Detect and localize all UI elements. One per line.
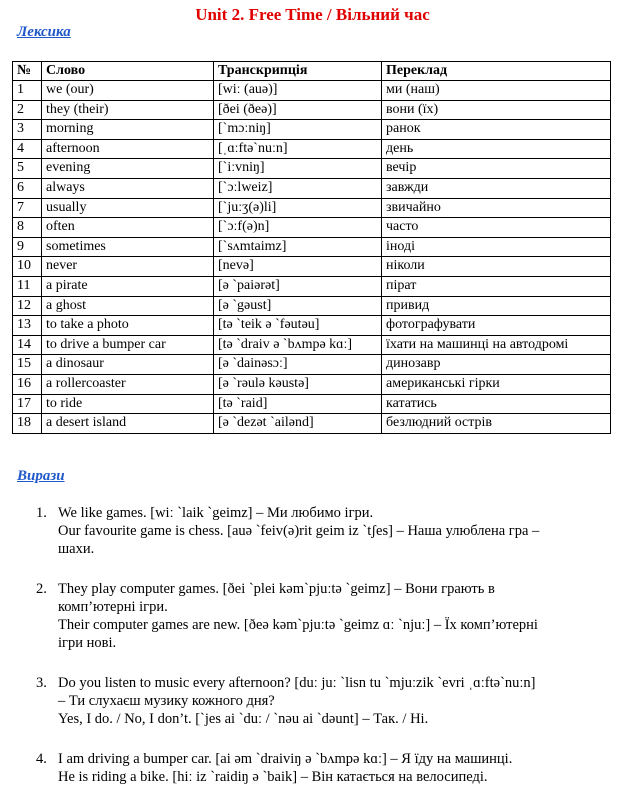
cell-transcription: [`juːʒ(ə)li] [214,198,382,218]
phrase-line: I am driving a bumper car. [ai əm `draiviŋ ə `bʌmpə kɑː] – Я їду на машинці. [58,751,513,767]
cell-number: 17 [13,394,42,414]
cell-translation: вони (їх) [382,100,611,120]
cell-number: 3 [13,120,42,140]
cell-transcription: [ə `paiərət] [214,276,382,296]
column-header-transcription: Транскрипція [214,62,382,81]
cell-word: usually [42,198,214,218]
list-item [36,750,616,786]
phrase-line: комп’ютерні ігри. [58,599,168,615]
list-item-number: 4. [36,751,47,767]
table-row [13,355,611,375]
table-header-row [13,62,611,81]
list-item-number: 1. [36,505,47,521]
cell-transcription: [ə `rəulə kəustə] [214,374,382,394]
cell-number: 13 [13,316,42,336]
cell-translation: ніколи [382,257,611,277]
cell-translation: пірат [382,276,611,296]
cell-word: often [42,218,214,238]
cell-translation: кататись [382,394,611,414]
table-row [13,81,611,101]
cell-translation: їхати на машинці на автодромі [382,335,611,355]
cell-word: morning [42,120,214,140]
list-item-number: 3. [36,675,47,691]
phrase-line: шахи. [58,541,95,557]
cell-word: to take a photo [42,316,214,336]
table-row [13,198,611,218]
cell-number: 11 [13,276,42,296]
list-item-number: 2. [36,581,47,597]
column-header-word: Слово [42,62,214,81]
cell-number: 14 [13,335,42,355]
cell-word: a ghost [42,296,214,316]
cell-number: 12 [13,296,42,316]
cell-translation: безлюдний острів [382,414,611,434]
cell-transcription: [ðei (ðeə)] [214,100,382,120]
cell-translation: день [382,139,611,159]
cell-number: 6 [13,178,42,198]
phrases-list [36,504,616,808]
cell-word: a dinosaur [42,355,214,375]
phrase-line: Yes, I do. / No, I don’t. [`jes ai `duː / `nəu ai `dəunt] – Так. / Ні. [58,711,429,727]
phrase-line: – Ти слухаєш музику кожного дня? [58,693,275,709]
table-row [13,276,611,296]
cell-translation: вечір [382,159,611,179]
cell-translation: фотографувати [382,316,611,336]
cell-number: 18 [13,414,42,434]
cell-transcription: [ə `dainəsɔː] [214,355,382,375]
cell-number: 10 [13,257,42,277]
cell-transcription: [`sʌmtaimz] [214,237,382,257]
cell-number: 7 [13,198,42,218]
table-row [13,335,611,355]
cell-number: 15 [13,355,42,375]
cell-word: to ride [42,394,214,414]
section-heading-lexika: Лексика [17,24,71,40]
cell-translation: звичайно [382,198,611,218]
cell-translation: динозавр [382,355,611,375]
cell-translation: часто [382,218,611,238]
cell-word: they (their) [42,100,214,120]
cell-transcription: [tə `draiv ə `bʌmpə kɑː] [214,335,382,355]
cell-word: afternoon [42,139,214,159]
cell-translation: привид [382,296,611,316]
column-header-number: № [13,62,42,81]
table-row [13,100,611,120]
cell-transcription: [wiː (auə)] [214,81,382,101]
cell-transcription: [`ɔːlweiz] [214,178,382,198]
table-row [13,374,611,394]
vocabulary-table-body [13,81,611,434]
cell-word: a pirate [42,276,214,296]
phrase-line: Our favourite game is chess. [auə `feiv(ə)rit geim iz `tʃes] – Наша улюблена гра – [58,523,540,539]
vocabulary-table [12,61,611,434]
cell-number: 9 [13,237,42,257]
cell-word: to drive a bumper car [42,335,214,355]
table-row [13,394,611,414]
cell-number: 8 [13,218,42,238]
cell-word: evening [42,159,214,179]
cell-transcription: [`iːvniŋ] [214,159,382,179]
cell-transcription: [tə `raid] [214,394,382,414]
table-row [13,159,611,179]
cell-transcription: [nevə] [214,257,382,277]
cell-translation: американські гірки [382,374,611,394]
table-row [13,257,611,277]
table-row [13,120,611,140]
cell-number: 4 [13,139,42,159]
cell-transcription: [ˌɑːftə`nuːn] [214,139,382,159]
phrase-line: We like games. [wiː `laik `geimz] – Ми любимо ігри. [58,505,374,521]
table-row [13,178,611,198]
table-row [13,139,611,159]
cell-word: always [42,178,214,198]
table-row [13,237,611,257]
list-item [36,580,616,652]
cell-word: never [42,257,214,277]
table-row [13,414,611,434]
cell-number: 2 [13,100,42,120]
cell-translation: ранок [382,120,611,140]
cell-transcription: [`ɔːf(ə)n] [214,218,382,238]
cell-word: sometimes [42,237,214,257]
table-row [13,218,611,238]
cell-translation: іноді [382,237,611,257]
cell-word: a rollercoaster [42,374,214,394]
cell-translation: завжди [382,178,611,198]
cell-transcription: [ə `dezət `ailənd] [214,414,382,434]
cell-number: 1 [13,81,42,101]
column-header-translation: Переклад [382,62,611,81]
phrase-line: He is riding a bike. [hiː iz `raidiŋ ə `baik] – Він катається на велосипеді. [58,769,488,785]
table-row [13,296,611,316]
cell-translation: ми (наш) [382,81,611,101]
cell-word: we (our) [42,81,214,101]
cell-number: 5 [13,159,42,179]
phrase-line: Do you listen to music every afternoon? [duː juː `lisn tu `mjuːzik `evri ˌɑːftə`nuːn] [58,675,536,691]
list-item [36,504,616,558]
cell-transcription: [`mɔːniŋ] [214,120,382,140]
cell-transcription: [tə `teik ə `fəutəu] [214,316,382,336]
phrase-line: Their computer games are new. [ðeə kəm`pjuːtə `geimz ɑː `njuː] – Їх комп’ютерні [58,617,538,633]
phrase-line: They play computer games. [ðei `plei kəm`pjuːtə `geimz] – Вони грають в [58,581,495,597]
section-heading-virazy: Вирази [17,468,65,484]
list-item [36,674,616,728]
page-title: Unit 2. Free Time / Вільний час [195,5,430,24]
table-row [13,316,611,336]
cell-number: 16 [13,374,42,394]
cell-word: a desert island [42,414,214,434]
cell-transcription: [ə `gəust] [214,296,382,316]
phrase-line: ігри нові. [58,635,117,651]
